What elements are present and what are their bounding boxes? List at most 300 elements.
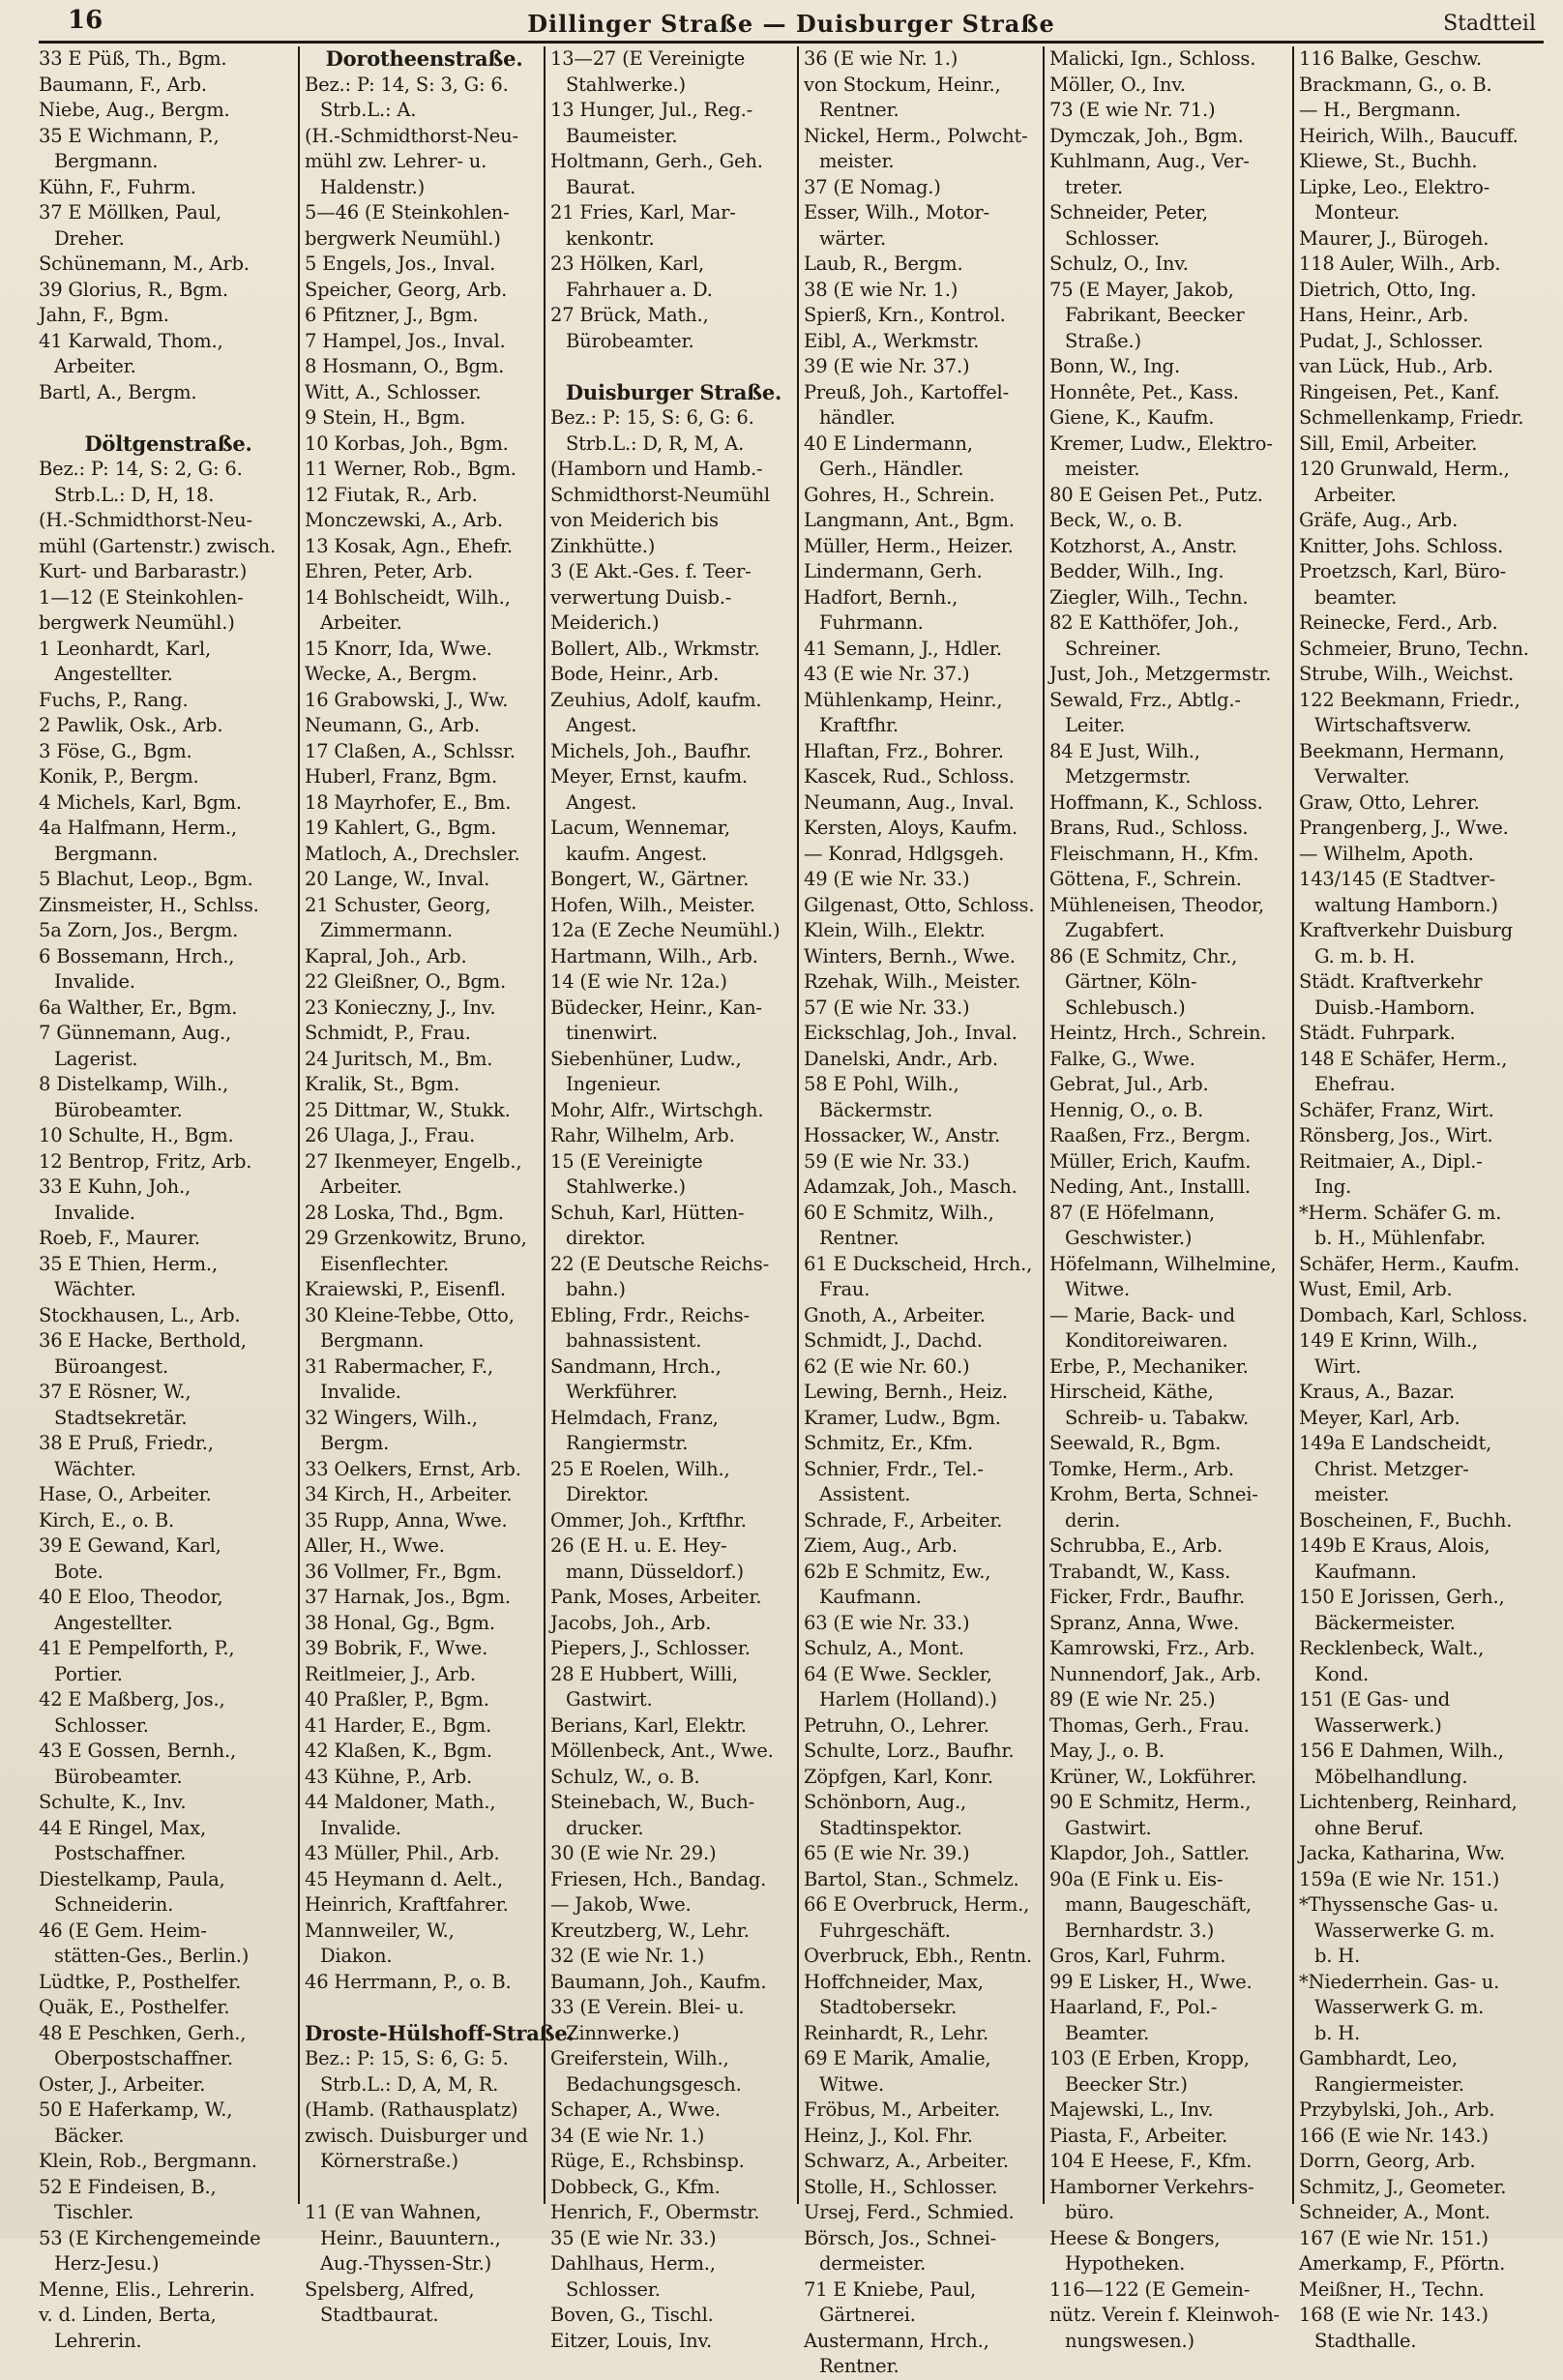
entry-line: tinenwirt. xyxy=(566,1022,659,1044)
entry-line: Schaper, A., Wwe. xyxy=(550,2098,721,2121)
entry-line: Schnier, Frdr., Tel.- xyxy=(804,1457,984,1480)
entry-line: Kamrowski, Frz., Arb. xyxy=(1049,1637,1255,1659)
entry-line: 41 E Pempelforth, P., xyxy=(39,1637,235,1659)
entry-line: Fuchs, P., Rang. xyxy=(39,688,189,711)
entry-line: Dombach, Karl, Schloss. xyxy=(1299,1303,1528,1326)
entry-line: 5a Zorn, Jos., Bergm. xyxy=(39,919,239,941)
entry-line: 167 (E wie Nr. 151.) xyxy=(1299,2226,1489,2249)
entry-line: Mannweiler, W., xyxy=(305,1919,455,1942)
entry-line: Winters, Bernh., Wwe. xyxy=(804,944,1016,967)
entry-line: 41 Semann, J., Hdler. xyxy=(804,637,1002,660)
entry-line: 166 (E wie Nr. 143.) xyxy=(1299,2124,1489,2147)
entry-line: 35 (E wie Nr. 33.) xyxy=(550,2226,717,2249)
entry-line: Invalide. xyxy=(320,1381,401,1403)
entry-line: 1 Leonhardt, Karl, xyxy=(39,637,211,660)
entry-line: Graw, Otto, Lehrer. xyxy=(1299,790,1480,814)
entry-line: 41 Karwald, Thom., xyxy=(39,329,223,352)
entry-line: 149a E Landscheidt, xyxy=(1299,1432,1492,1454)
entry-line: Petruhn, O., Lehrer. xyxy=(804,1713,989,1737)
entry-line: Hartmann, Wilh., Arb. xyxy=(550,944,758,967)
entry-line: Preuß, Joh., Kartoffel- xyxy=(804,380,1009,403)
entry-line: 59 (E wie Nr. 33.) xyxy=(804,1149,970,1173)
entry-line: Bäcker. xyxy=(54,2124,125,2147)
entry-line: Oberpostschaffner. xyxy=(54,2047,233,2069)
entry-line: Schlosser. xyxy=(54,1713,149,1737)
entry-line: 19 Kahlert, G., Bgm. xyxy=(305,817,497,839)
entry-line: Meiderich.) xyxy=(550,611,660,634)
entry-line: Bergmann. xyxy=(54,842,159,865)
page-title: Dillinger Straße — Duisburger Straße xyxy=(527,10,1055,38)
entry-line: Gastwirt. xyxy=(1065,1816,1152,1839)
entry-line: 3 (E Akt.-Ges. f. Teer- xyxy=(550,560,752,582)
entry-line: Möllenbeck, Ant., Wwe. xyxy=(550,1740,774,1762)
entry-line: Knitter, Johs. Schloss. xyxy=(1299,534,1504,557)
entry-line: Bürobeamter. xyxy=(54,1765,183,1788)
entry-line: Schrade, F., Arbeiter. xyxy=(804,1508,1003,1532)
entry-line: Berians, Karl, Elektr. xyxy=(550,1713,747,1737)
entry-line: Geschwister.) xyxy=(1065,1227,1193,1249)
entry-line: Herz-Jesu.) xyxy=(54,2252,160,2275)
entry-line: 168 (E wie Nr. 143.) xyxy=(1299,2304,1489,2326)
entry-line: Wecke, A., Bergm. xyxy=(305,663,478,685)
entry-line: Krohm, Berta, Schnei- xyxy=(1049,1483,1258,1505)
entry-line: Bez.: P: 14, S: 2, G: 6. xyxy=(39,458,243,480)
entry-line: Schmidt, P., Frau. xyxy=(305,1022,471,1044)
entry-line: Ficker, Frdr., Baufhr. xyxy=(1049,1586,1245,1608)
entry-line xyxy=(39,405,298,431)
entry-line: Gärtnerei. xyxy=(819,2304,916,2326)
entry-line: Kascek, Rud., Schloss. xyxy=(804,765,1015,788)
entry-line: Oster, J., Arbeiter. xyxy=(39,2072,206,2096)
entry-line: 17 Claßen, A., Schlssr. xyxy=(305,739,516,762)
entry-line: Helmdach, Franz, xyxy=(550,1406,719,1429)
entry-line: Nickel, Herm., Polwcht- xyxy=(804,124,1028,147)
entry-line: Kralik, St., Bgm. xyxy=(305,1073,460,1095)
entry-line: Diakon. xyxy=(320,1945,393,1967)
entry-line: Recklenbeck, Walt., xyxy=(1299,1637,1485,1659)
entry-line: Schneiderin. xyxy=(54,1893,174,1916)
entry-line: Schulte, Lorz., Baufhr. xyxy=(804,1740,1015,1762)
entry-line: Konik, P., Bergm. xyxy=(39,765,199,788)
entry-line: Angestellter. xyxy=(54,663,173,685)
entry-line: 23 Hölken, Karl, xyxy=(550,253,705,275)
entry-line: 22 Gleißner, O., Bgm. xyxy=(305,970,507,993)
entry-line: Schreib- u. Tabakw. xyxy=(1065,1406,1249,1429)
entry-line: Invalide. xyxy=(54,970,135,993)
entry-line: Gohres, H., Schrein. xyxy=(804,483,995,506)
entry-line: Greiferstein, Wilh., xyxy=(550,2047,729,2069)
entry-line: 13 Hunger, Jul., Reg.- xyxy=(550,99,753,121)
entry-line: 20 Lange, W., Inval. xyxy=(305,868,490,890)
entry-line: Baurat. xyxy=(566,175,636,198)
entry-line: Ehefrau. xyxy=(1314,1073,1396,1095)
entry-line: 75 (E Mayer, Jakob, xyxy=(1049,278,1234,301)
entry-line: Majewski, L., Inv. xyxy=(1049,2098,1214,2121)
entry-line: (Hamborn und Hamb.- xyxy=(550,458,763,480)
entry-line: Schmellenkamp, Friedr. xyxy=(1299,406,1524,429)
entry-line: Bürobeamter. xyxy=(54,1098,183,1121)
entry-line: Lüdtke, P., Posthelfer. xyxy=(39,1970,242,1993)
entry-line: — Wilhelm, Apoth. xyxy=(1299,842,1474,865)
entry-line: 44 E Ringel, Max, xyxy=(39,1816,206,1839)
entry-line: Strb.L.: A. xyxy=(320,99,417,121)
entry-line: 43 Kühne, P., Arb. xyxy=(305,1765,473,1788)
entry-line: Brans, Rud., Schloss. xyxy=(1049,817,1249,839)
entry-line: Ehren, Peter, Arb. xyxy=(305,560,473,582)
entry-line: 156 E Dahmen, Wilh., xyxy=(1299,1740,1504,1762)
entry-line: 46 Herrmann, P., o. B. xyxy=(305,1970,512,1993)
entry-line: 50 E Haferkamp, W., xyxy=(39,2098,233,2121)
entry-line: Wirt. xyxy=(1314,1354,1362,1378)
entry-line: 104 E Heese, F., Kfm. xyxy=(1049,2150,1253,2172)
entry-line: 43 Müller, Phil., Arb. xyxy=(305,1842,500,1864)
entry-line: Brackmann, G., o. B. xyxy=(1299,73,1492,96)
entry-line: 39 E Gewand, Karl, xyxy=(39,1534,221,1557)
entry-line: 48 E Peschken, Gerh., xyxy=(39,2021,247,2044)
entry-line: Hoffmann, K., Schloss. xyxy=(1049,790,1263,814)
entry-line: Laub, R., Bergm. xyxy=(804,253,963,275)
entry-line: 3 Föse, G., Bgm. xyxy=(39,739,192,762)
entry-line: Kliewe, St., Buchh. xyxy=(1299,150,1478,172)
entry-line: Büdecker, Heinr., Kan- xyxy=(550,996,762,1019)
entry-line: 2 Pawlik, Osk., Arb. xyxy=(39,714,223,736)
entry-line: waltung Hamborn.) xyxy=(1314,893,1498,916)
entry-line: Gros, Karl, Fuhrm. xyxy=(1049,1945,1226,1967)
entry-line: Eickschlag, Joh., Inval. xyxy=(804,1022,1017,1044)
entry-line: nungswesen.) xyxy=(1065,2329,1194,2352)
entry-line: May, J., o. B. xyxy=(1049,1740,1165,1762)
entry-line: Aller, H., Wwe. xyxy=(305,1534,445,1557)
entry-line: 13 Kosak, Agn., Ehefr. xyxy=(305,534,513,557)
entry-line: Bez.: P: 15, S: 6, G: 5. xyxy=(305,2047,509,2069)
entry-line: Witwe. xyxy=(819,2072,885,2096)
entry-line: Höfelmann, Wilhelmine, xyxy=(1049,1252,1277,1275)
entry-line: Schlosser. xyxy=(1065,226,1160,250)
entry-line: Krüner, W., Lokführer. xyxy=(1049,1765,1257,1788)
entry-line: Heese & Bongers, xyxy=(1049,2226,1221,2249)
entry-line: 12a (E Zeche Neumühl.) xyxy=(550,919,781,941)
entry-line: Raaßen, Frz., Bergm. xyxy=(1049,1124,1251,1146)
entry-line: Lewing, Bernh., Heiz. xyxy=(804,1381,1008,1403)
entry-line: 42 Klaßen, K., Bgm. xyxy=(305,1740,492,1762)
entry-line: 29 Grzenkowitz, Bruno, xyxy=(305,1227,527,1249)
entry-line: Arbeiter. xyxy=(320,611,402,634)
entry-line: G. m. b. H. xyxy=(1314,944,1416,967)
entry-line: Kreutzberg, W., Lehr. xyxy=(550,1919,750,1942)
entry-line: Stadthalle. xyxy=(1314,2329,1417,2352)
entry-line: 71 E Kniebe, Paul, xyxy=(804,2277,977,2301)
entry-line: 26 (E H. u. E. Hey- xyxy=(550,1534,727,1557)
entry-line: Christ. Metzger- xyxy=(1314,1457,1469,1480)
entry-line: Kaufmann. xyxy=(819,1586,922,1608)
entry-line: Erbe, P., Mechaniker. xyxy=(1049,1354,1249,1378)
entry-line: 73 (E wie Nr. 71.) xyxy=(1049,99,1216,121)
entry-line: Schneider, A., Mont. xyxy=(1299,2201,1490,2223)
entry-line: Arbeiter. xyxy=(54,355,136,377)
entry-line: Hase, O., Arbeiter. xyxy=(39,1483,212,1505)
entry-line: dermeister. xyxy=(819,2252,927,2275)
entry-line: 12 Fiutak, R., Arb. xyxy=(305,483,478,506)
entry-line: 34 Kirch, H., Arbeiter. xyxy=(305,1483,513,1505)
entry-line: Rüge, E., Rchsbinsp. xyxy=(550,2150,745,2172)
entry-line: Zeuhius, Adolf, kaufm. xyxy=(550,688,762,711)
entry-line: 46 (E Gem. Heim- xyxy=(39,1919,207,1942)
entry-line: Schmidthorst-Neumühl xyxy=(550,483,770,506)
entry-line: Wasserwerke G. m. xyxy=(1314,1919,1495,1942)
entry-line: Siebenhüner, Ludw., xyxy=(550,1047,742,1070)
entry-line: Lichtenberg, Reinhard, xyxy=(1299,1791,1518,1813)
entry-line: Zugabfert. xyxy=(1065,919,1165,941)
entry-line: Gastwirt. xyxy=(566,1688,653,1711)
entry-line: Falke, G., Wwe. xyxy=(1049,1047,1195,1070)
entry-line: Schmitz, J., Geometer. xyxy=(1299,2175,1507,2198)
entry-line: Lindermann, Gerh. xyxy=(804,560,983,582)
columns-container xyxy=(39,46,1544,2377)
entry-line: Straße.) xyxy=(1065,329,1141,352)
entry-line: Büroangest. xyxy=(54,1354,168,1378)
entry-line: Rentner. xyxy=(819,1227,899,1249)
entry-line: 52 E Findeisen, B., xyxy=(39,2175,217,2198)
entry-line: 39 Glorius, R., Bgm. xyxy=(39,278,228,301)
entry-line: 8 Hosmann, O., Bgm. xyxy=(305,355,505,377)
entry-line: Steinebach, W., Buch- xyxy=(550,1791,755,1813)
entry-line: 89 (E wie Nr. 25.) xyxy=(1049,1688,1216,1711)
entry-line: Wust, Emil, Arb. xyxy=(1299,1278,1453,1300)
entry-line: meister. xyxy=(1314,1483,1390,1505)
entry-line: 23 Konieczny, J., Inv. xyxy=(305,996,496,1019)
entry-line: Neumann, Aug., Inval. xyxy=(804,790,1015,814)
entry-line: treter. xyxy=(1065,175,1124,198)
entry-line: 1—12 (E Steinkohlen- xyxy=(39,585,244,609)
entry-line: 28 E Hubbert, Willi, xyxy=(550,1662,738,1685)
entry-line: *Niederrhein. Gas- u. xyxy=(1299,1970,1500,1993)
entry-line: Heinrich, Kraftfahrer. xyxy=(305,1893,509,1916)
entry-line: Nunnendorf, Jak., Arb. xyxy=(1049,1662,1261,1685)
entry-line: Klein, Wilh., Elektr. xyxy=(804,919,986,941)
entry-line: Heirich, Wilh., Baucuff. xyxy=(1299,124,1519,147)
entry-line: 21 Schuster, Georg, xyxy=(305,893,491,916)
entry-line: 7 Hampel, Jos., Inval. xyxy=(305,329,506,352)
entry-line: Gerh., Händler. xyxy=(819,458,964,480)
entry-line: b. H. xyxy=(1314,2021,1361,2044)
entry-line: 6a Walther, Er., Bgm. xyxy=(39,996,238,1019)
entry-line: Diestelkamp, Paula, xyxy=(39,1867,225,1890)
entry-line: Rangiermstr. xyxy=(566,1432,689,1454)
entry-line: direktor. xyxy=(566,1227,646,1249)
entry-line: 149b E Kraus, Alois, xyxy=(1299,1534,1490,1557)
entry-line: Austermann, Hrch., xyxy=(804,2329,989,2352)
entry-line: 40 E Lindermann, xyxy=(804,431,973,455)
entry-line: Zinnwerke.) xyxy=(566,2021,680,2044)
entry-line: kaufm. Angest. xyxy=(566,842,708,865)
entry-line: Maurer, J., Bürogeh. xyxy=(1299,226,1489,250)
entry-line: Spranz, Anna, Wwe. xyxy=(1049,1611,1240,1634)
entry-line: Hossacker, W., Anstr. xyxy=(804,1124,1001,1146)
entry-line: Reinhardt, R., Lehr. xyxy=(804,2021,988,2044)
entry-line: Jacka, Katharina, Ww. xyxy=(1299,1842,1505,1864)
entry-line: 34 (E wie Nr. 1.) xyxy=(550,2124,705,2147)
entry-line: Müller, Herm., Heizer. xyxy=(804,534,1014,557)
entry-line: Gräfe, Aug., Arb. xyxy=(1299,509,1459,531)
entry-line: 122 Beekmann, Friedr., xyxy=(1299,688,1520,711)
entry-line: Schmidt, J., Dachd. xyxy=(804,1329,983,1352)
entry-line: 37 Harnak, Jos., Bgm. xyxy=(305,1586,511,1608)
entry-line: bahn.) xyxy=(566,1278,626,1300)
entry-line: 116 Balke, Geschw. xyxy=(1299,47,1482,70)
entry-line: Hypotheken. xyxy=(1065,2252,1186,2275)
entry-line: 143/145 (E Stadtver- xyxy=(1299,868,1495,890)
entry-line: Huberl, Franz, Bgm. xyxy=(305,765,497,788)
entry-line: Schlosser. xyxy=(566,2277,661,2301)
entry-line: Bongert, W., Gärtner. xyxy=(550,868,750,890)
entry-line: Monczewski, A., Arb. xyxy=(305,509,503,531)
entry-line: 15 (E Vereinigte xyxy=(550,1149,703,1173)
entry-line: (H.-Schmidthorst-Neu- xyxy=(39,509,252,531)
entry-line: 18 Mayrhofer, E., Bm. xyxy=(305,790,512,814)
entry-line: 30 Kleine-Tebbe, Otto, xyxy=(305,1303,515,1326)
entry-line: 62 (E wie Nr. 60.) xyxy=(804,1354,970,1378)
entry-line: Angest. xyxy=(566,790,637,814)
entry-line: 40 E Eloo, Theodor, xyxy=(39,1586,223,1608)
entry-line: 90 E Schmitz, Herm., xyxy=(1049,1791,1252,1813)
entry-line: 38 E Pruß, Friedr., xyxy=(39,1432,214,1454)
entry-line: Stadtinspektor. xyxy=(819,1816,962,1839)
entry-line: 15 Knorr, Ida, Wwe. xyxy=(305,637,492,660)
entry-line: Kremer, Ludw., Elektro- xyxy=(1049,431,1273,455)
entry-line: Menne, Elis., Lehrerin. xyxy=(39,2277,255,2301)
entry-line: Sill, Emil, Arbeiter. xyxy=(1299,431,1478,455)
entry-line: Rentner. xyxy=(819,2355,899,2377)
entry-line: mann, Düsseldorf.) xyxy=(566,1560,744,1583)
entry-line: 37 (E Nomag.) xyxy=(804,175,941,198)
entry-line: 44 Maldoner, Math., xyxy=(305,1791,496,1813)
entry-line: 38 Honal, Gg., Bgm. xyxy=(305,1611,495,1634)
entry-line: 150 E Jorissen, Gerh., xyxy=(1299,1586,1505,1608)
entry-line: Witwe. xyxy=(1065,1278,1131,1300)
entry-line: Möbelhandlung. xyxy=(1314,1765,1468,1788)
entry-line: 159a (E wie Nr. 151.) xyxy=(1299,1867,1500,1890)
entry-line: 43 E Gossen, Bernh., xyxy=(39,1740,236,1762)
entry-line: 120 Grunwald, Herm., xyxy=(1299,458,1510,480)
entry-line: Schulz, A., Mont. xyxy=(804,1637,964,1659)
entry-line: 21 Fries, Karl, Mar- xyxy=(550,201,736,223)
entry-line: Schulz, W., o. B. xyxy=(550,1765,700,1788)
entry-line: Sandmann, Hrch., xyxy=(550,1354,722,1378)
entry-line: 33 E Kuhn, Joh., xyxy=(39,1175,191,1198)
entry-line: Ursej, Ferd., Schmied. xyxy=(804,2201,1015,2223)
entry-line: 87 (E Höfelmann, xyxy=(1049,1201,1216,1224)
entry-line: bahnassistent. xyxy=(566,1329,702,1352)
entry-line: Hennig, O., o. B. xyxy=(1049,1098,1204,1121)
entry-line: Speicher, Georg, Arb. xyxy=(305,278,508,301)
entry-line: Schneider, Peter, xyxy=(1049,201,1208,223)
entry-line: 5—46 (E Steinkohlen- xyxy=(305,201,510,223)
entry-line: Kond. xyxy=(1314,1662,1370,1685)
entry-line: 4 Michels, Karl, Bgm. xyxy=(39,790,242,814)
entry-line: Arbeiter. xyxy=(1314,483,1397,506)
column-4 xyxy=(797,46,1043,2377)
entry-line: Möller, O., Inv. xyxy=(1049,73,1186,96)
entry-line: Bergmann. xyxy=(320,1329,425,1352)
column-5 xyxy=(1043,46,1292,2352)
entry-line: Lehrerin. xyxy=(54,2329,142,2352)
entry-line: Angestellter. xyxy=(54,1611,173,1634)
entry-line: 12 Bentrop, Fritz, Arb. xyxy=(39,1149,252,1173)
entry-line: Reinecke, Ferd., Arb. xyxy=(1299,611,1498,634)
entry-line: Hirscheid, Käthe, xyxy=(1049,1381,1214,1403)
entry-line: 69 E Marik, Amalie, xyxy=(804,2047,991,2069)
entry-line: Trabandt, W., Kass. xyxy=(1049,1560,1231,1583)
entry-line: Hlaftan, Frz., Bohrer. xyxy=(804,739,1004,762)
entry-line: Müller, Erich, Kaufm. xyxy=(1049,1149,1252,1173)
entry-line: Verwalter. xyxy=(1314,765,1410,788)
entry-line: Kraiewski, P., Eisenfl. xyxy=(305,1278,506,1300)
entry-line: Wasserwerk.) xyxy=(1314,1713,1442,1737)
entry-line: zwisch. Duisburger und xyxy=(305,2124,528,2147)
entry-line: — Konrad, Hdlgsgeh. xyxy=(804,842,1005,865)
entry-line: Fröbus, M., Arbeiter. xyxy=(804,2098,1000,2121)
street-heading: Dorotheenstraße. xyxy=(325,46,523,71)
entry-line: 31 Rabermacher, F., xyxy=(305,1354,493,1378)
entry-line: Bedachungsgesch. xyxy=(566,2072,742,2096)
entry-line: Rangiermeister. xyxy=(1314,2072,1464,2096)
entry-line: Stadtobersekr. xyxy=(819,1996,958,2018)
entry-line: Rzehak, Wilh., Meister. xyxy=(804,970,1021,993)
entry-line: Körnerstraße.) xyxy=(320,2150,458,2172)
entry-line: Zinsmeister, H., Schlss. xyxy=(39,893,259,916)
entry-line: Pank, Moses, Arbeiter. xyxy=(550,1586,762,1608)
entry-line: Ringeisen, Pet., Kanf. xyxy=(1299,380,1500,403)
entry-line: Neumann, G., Arb. xyxy=(305,714,480,736)
entry-line: Monteur. xyxy=(1314,201,1400,223)
entry-line: Stadtsekretär. xyxy=(54,1406,188,1429)
entry-line: Langmann, Ant., Bgm. xyxy=(804,509,1015,531)
entry-line: Strb.L.: D, A, M, R. xyxy=(320,2072,499,2096)
entry-line: Meißner, H., Techn. xyxy=(1299,2277,1485,2301)
entry-line: büro. xyxy=(1065,2201,1114,2223)
entry-line: Gärtner, Köln- xyxy=(1065,970,1197,993)
entry-line: Wächter. xyxy=(54,1457,136,1480)
entry-line: Angest. xyxy=(566,714,637,736)
entry-line: 49 (E wie Nr. 33.) xyxy=(804,868,970,890)
entry-line: Ing. xyxy=(1314,1175,1352,1198)
entry-line: Baumann, F., Arb. xyxy=(39,73,207,96)
entry-line: 30 (E wie Nr. 29.) xyxy=(550,1842,717,1864)
entry-line: Bergmann. xyxy=(54,150,159,172)
entry-line: 57 (E wie Nr. 33.) xyxy=(804,996,970,1019)
entry-line: beamter. xyxy=(1314,585,1398,609)
entry-line: Danelski, Andr., Arb. xyxy=(804,1047,998,1070)
entry-line: Dobbeck, G., Kfm. xyxy=(550,2175,721,2198)
entry-line: Harlem (Holland).) xyxy=(819,1688,997,1711)
entry-line: 35 Rupp, Anna, Wwe. xyxy=(305,1508,508,1532)
entry-line: mann, Baugeschäft, xyxy=(1065,1893,1252,1916)
entry-line: Ebling, Frdr., Reichs- xyxy=(550,1303,750,1326)
entry-line: 4a Halfmann, Herm., xyxy=(39,817,237,839)
entry-line: Niebe, Aug., Bergm. xyxy=(39,99,230,121)
entry-line: 13—27 (E Vereinigte xyxy=(550,47,746,70)
entry-line: Tischler. xyxy=(54,2201,134,2223)
entry-line: Thomas, Gerh., Frau. xyxy=(1049,1713,1250,1737)
entry-line: Henrich, F., Obermstr. xyxy=(550,2201,760,2223)
entry-line: Rentner. xyxy=(819,99,899,121)
entry-line: Schreiner. xyxy=(1065,637,1162,660)
column-1 xyxy=(39,46,298,2352)
entry-line: *Thyssensche Gas- u. xyxy=(1299,1893,1499,1916)
entry-line: wärter. xyxy=(819,226,886,250)
entry-line: Ziem, Aug., Arb. xyxy=(804,1534,958,1557)
entry-line: Gebrat, Jul., Arb. xyxy=(1049,1073,1209,1095)
